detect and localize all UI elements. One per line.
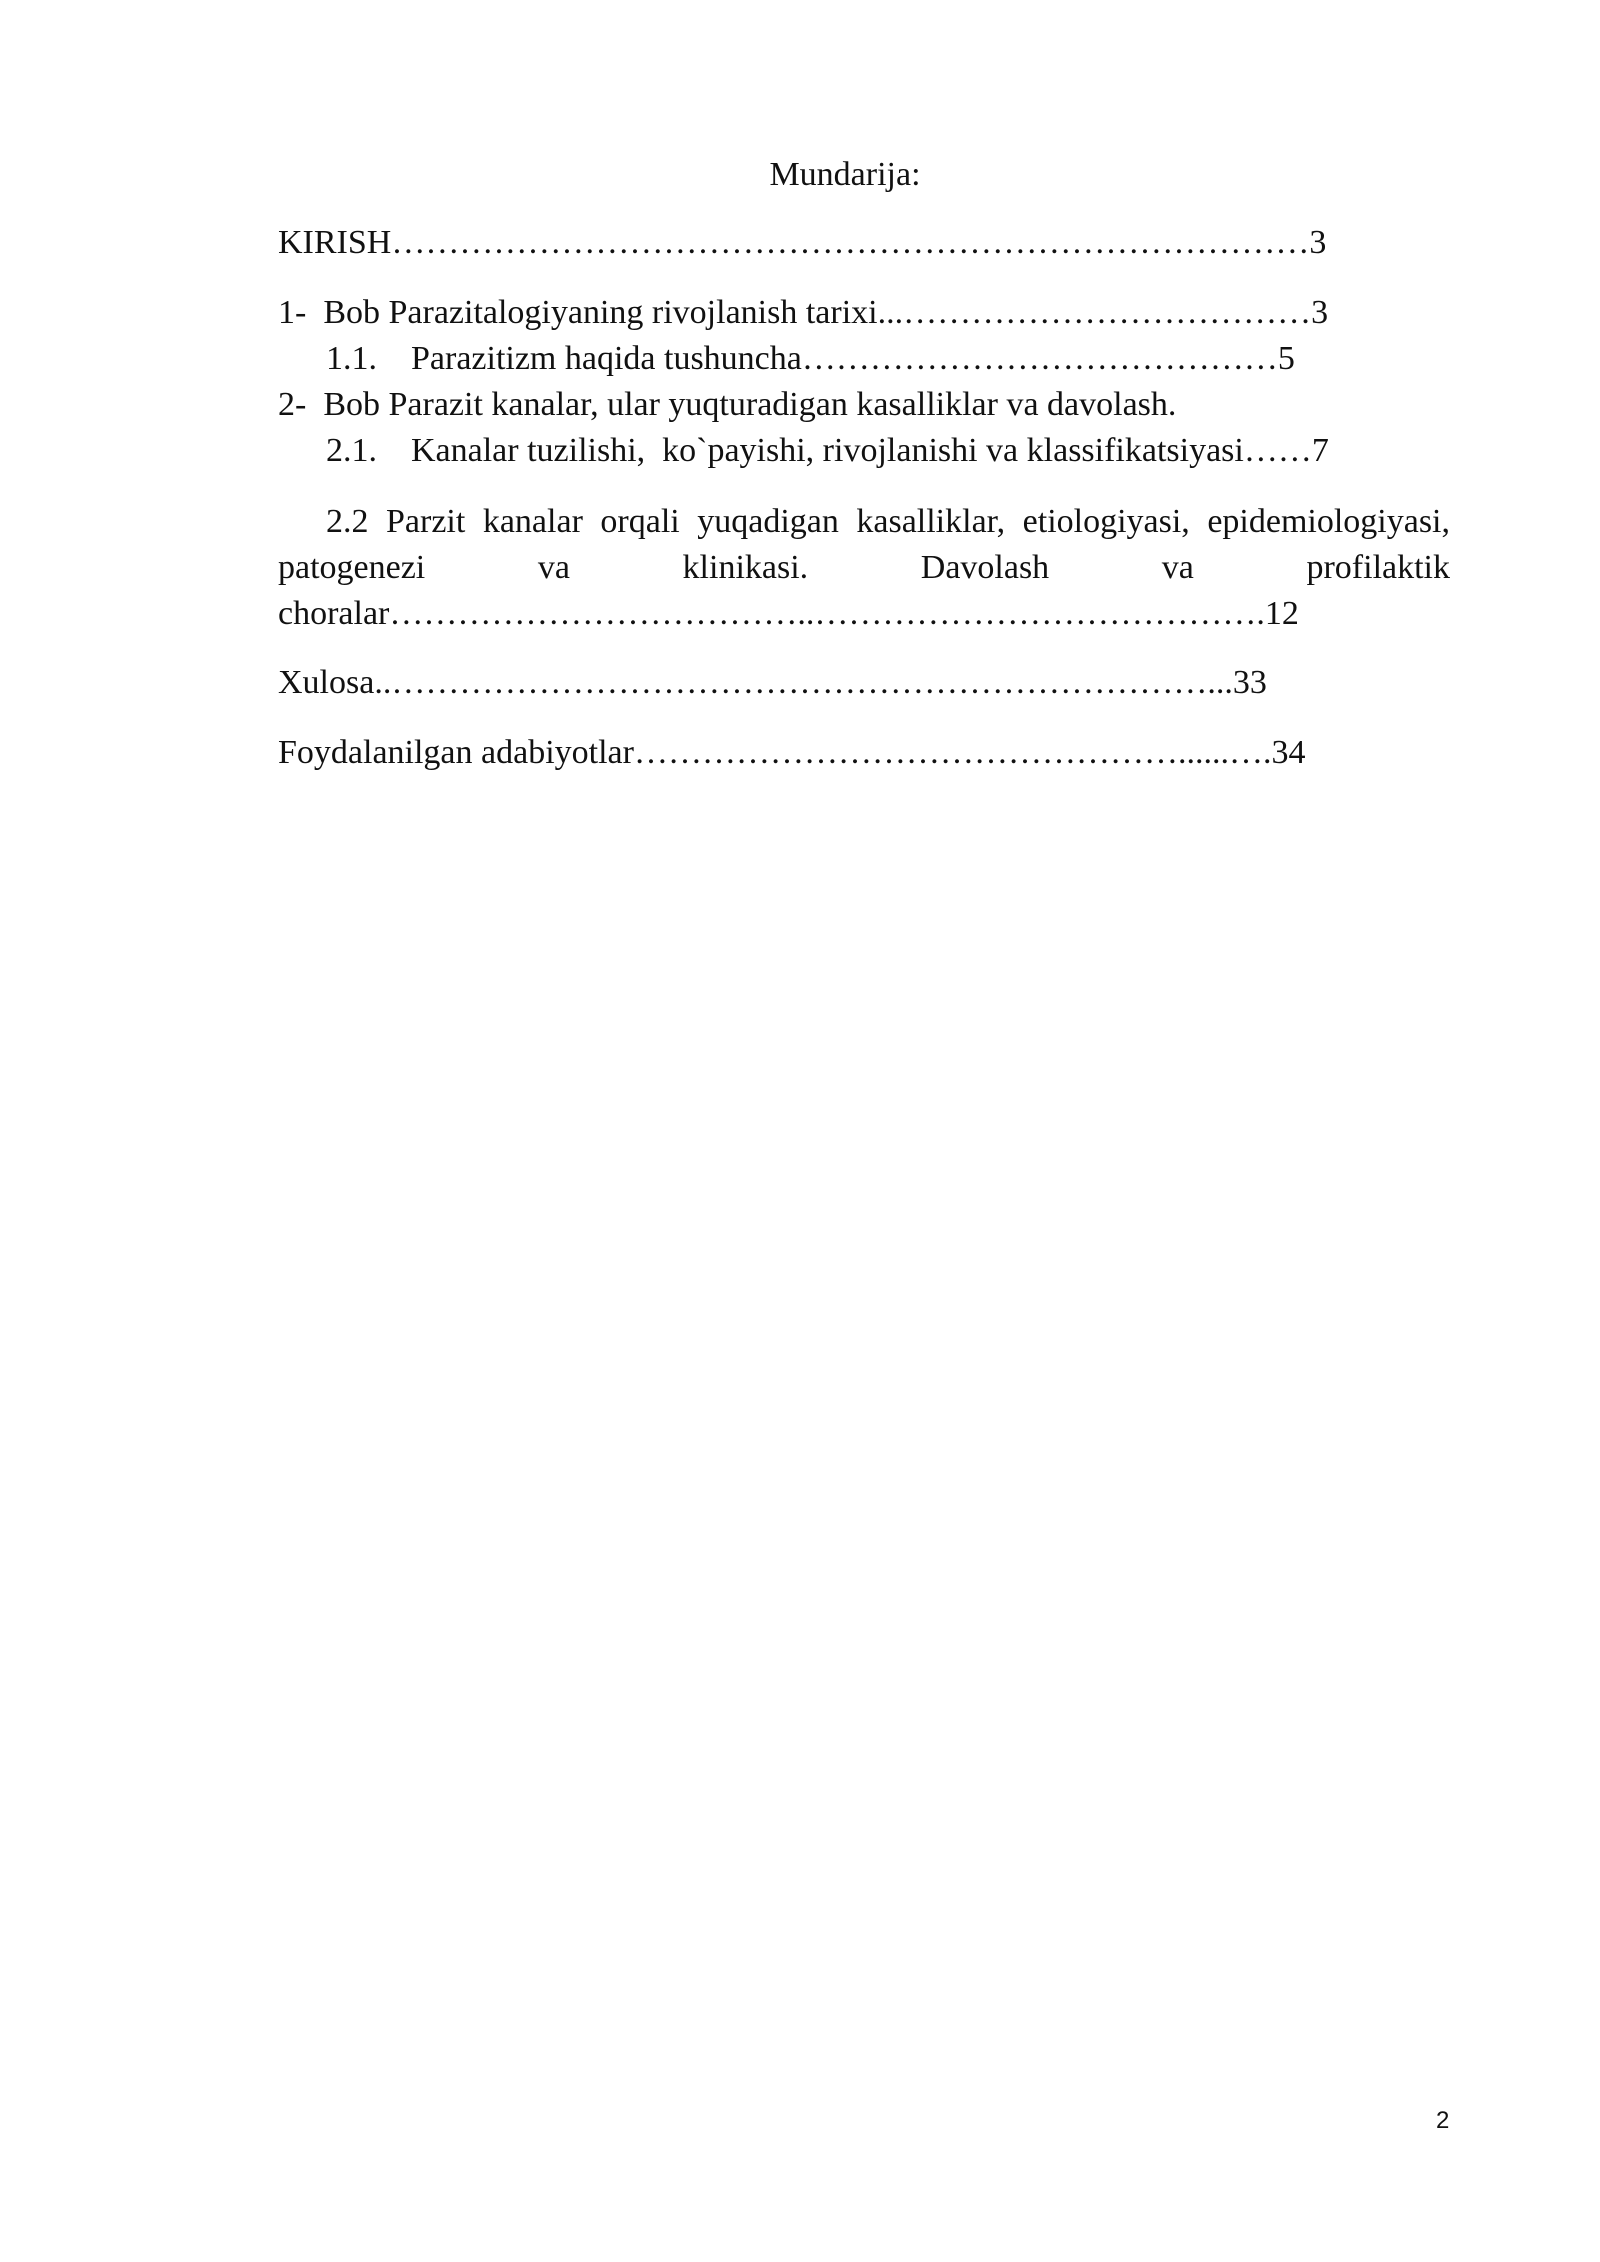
toc-entry-xulosa: Xulosa..………………………………………………………………...33 — [278, 664, 1267, 701]
page-number: 2 — [1436, 2107, 1450, 2134]
toc-entry-kirish: KIRISH………………………………………………………………………3 — [278, 224, 1327, 261]
toc-entry-section-2-2 — [278, 499, 1450, 637]
toc-entry-chapter-2: 2- Bob Parazit kanalar, ular yuqturadigan kasalliklar va davolash. — [278, 386, 1177, 423]
toc-entry-section-2-2-text: 2.2 Parzit kanalar orqali yuqadigan kasalliklar, etiologiyasi, epidemiologiyasi, patogenezi va klinikasi. Davolash va profilaktik choralar………………………………..………………………………….12 — [278, 503, 1450, 632]
toc-entry-section-2-1: 2.1. Kanalar tuzilishi, ko`payishi, rivojlanishi va klassifikatsiyasi……7 — [326, 432, 1329, 469]
toc-entry-section-1-1: 1.1. Parazitizm haqida tushuncha……………………………………5 — [326, 340, 1295, 377]
toc-entry-chapter-1: 1- Bob Parazitalogiyaning rivojlanish tarixi...………………………………3 — [278, 294, 1329, 331]
toc-heading: Mundarija: — [769, 156, 921, 193]
toc-entry-foydalanilgan-adabiyotlar: Foydalanilgan adabiyotlar…………………………………………......….34 — [278, 734, 1306, 771]
